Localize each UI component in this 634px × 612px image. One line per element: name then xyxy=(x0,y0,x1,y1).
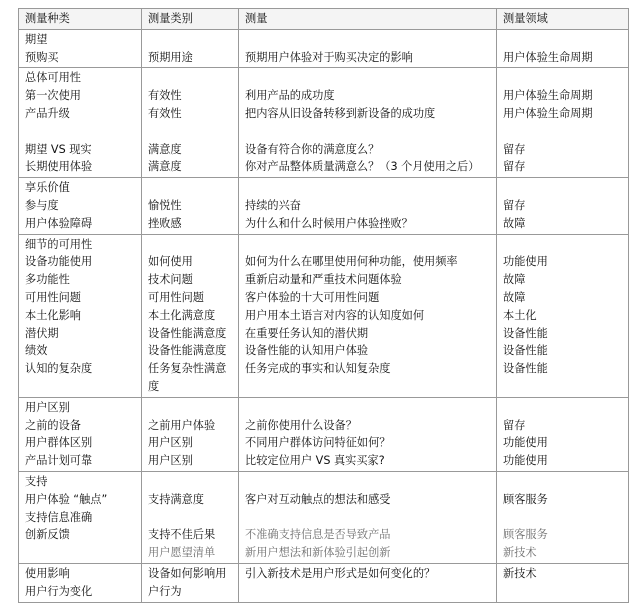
table-group-row xyxy=(19,234,629,397)
cell-line xyxy=(25,544,137,562)
cell-line: 参与度 xyxy=(25,198,59,212)
cell-line: 如何使用 xyxy=(148,255,193,269)
cell-measure xyxy=(239,178,497,234)
cell-line: 新技术 xyxy=(503,546,537,560)
cell-line: 预期用户体验对于购买决定的影响 xyxy=(245,50,413,64)
cell-line: 把内容从旧设备转移到新设备的成功度 xyxy=(245,106,436,120)
cell-type xyxy=(142,178,239,234)
cell-line xyxy=(148,509,234,527)
cell-category xyxy=(19,234,142,397)
cell-line xyxy=(245,509,492,527)
cell-line: 技术问题 xyxy=(148,273,193,287)
cell-line: 如何为什么在哪里使用何种功能，使用频率 xyxy=(245,255,458,269)
cell-line: 客户对互动触点的想法和感受 xyxy=(245,492,391,506)
cell-line: 之前用户体验 xyxy=(148,418,216,432)
cell-line: 创新反馈 xyxy=(25,528,70,542)
cell-line: 新用户想法和新体验引起创新 xyxy=(245,546,391,560)
table-group-row xyxy=(19,397,629,471)
cell-line xyxy=(245,69,492,87)
cell-line: 设备如何影响用户行为 xyxy=(148,566,227,598)
cell-category xyxy=(19,397,142,471)
cell-line xyxy=(148,236,234,254)
cell-line: 在重要任务认知的潜伏期 xyxy=(245,326,369,340)
cell-line: 预期用途 xyxy=(148,50,193,64)
cell-line: 设备性能的认知用户体验 xyxy=(245,344,369,358)
cell-line xyxy=(25,123,137,141)
cell-line xyxy=(245,179,492,197)
cell-measure xyxy=(239,563,497,602)
cell-line: 故障 xyxy=(503,290,526,304)
cell-line xyxy=(245,236,492,254)
column-header-domain: 测量领域 xyxy=(497,9,629,30)
cell-line: 支持 xyxy=(25,474,48,488)
cell-line: 不同用户群体访问特征如何？ xyxy=(245,436,391,450)
cell-type xyxy=(142,471,239,563)
cell-line: 潜伏期 xyxy=(25,326,59,340)
cell-line: 预购买 xyxy=(25,50,59,64)
cell-measure xyxy=(239,234,497,397)
cell-line: 期望 xyxy=(25,32,48,46)
table-group-row xyxy=(19,563,629,602)
cell-line xyxy=(148,69,234,87)
cell-line xyxy=(503,31,624,49)
cell-line: 享乐价值 xyxy=(25,181,70,195)
cell-type xyxy=(142,563,239,602)
cell-line: 你对产品整体质量满意么？（3 个月使用之后） xyxy=(245,160,480,174)
cell-line: 新技术 xyxy=(503,566,537,580)
cell-line: 用户体验 “触点” xyxy=(25,492,108,506)
cell-category xyxy=(19,471,142,563)
cell-line: 用户体验生命周期 xyxy=(503,50,593,64)
cell-line: 用户愿望清单 xyxy=(148,546,216,560)
cell-measure xyxy=(239,68,497,178)
cell-line: 留存 xyxy=(503,418,526,432)
cell-line: 设备功能使用 xyxy=(25,255,93,269)
cell-line: 支持不佳后果 xyxy=(148,528,216,542)
cell-line: 之前的设备 xyxy=(25,418,81,432)
cell-line: 用户体验生命周期 xyxy=(503,106,593,120)
cell-type xyxy=(142,234,239,397)
cell-line xyxy=(245,473,492,491)
cell-line: 设备性能 xyxy=(503,362,548,376)
cell-domain xyxy=(497,234,629,397)
cell-domain xyxy=(497,178,629,234)
cell-line xyxy=(503,179,624,197)
cell-line: 任务复杂性满意度 xyxy=(148,362,227,393)
cell-line: 总体可用性 xyxy=(25,71,81,85)
cell-line: 用户体验障碍 xyxy=(25,216,93,230)
cell-category xyxy=(19,563,142,602)
cell-line: 设备性能满意度 xyxy=(148,326,227,340)
cell-line: 愉悦性 xyxy=(148,198,182,212)
cell-line: 利用产品的成功度 xyxy=(245,89,335,103)
cell-line xyxy=(148,473,234,491)
cell-line xyxy=(148,123,234,141)
cell-line: 比较定位用户 VS 真实买家? xyxy=(245,454,385,468)
cell-measure xyxy=(239,397,497,471)
cell-line: 不准确支持信息是否导致产品 xyxy=(245,528,391,542)
cell-line xyxy=(148,179,234,197)
cell-line xyxy=(503,236,624,254)
measurement-table xyxy=(18,8,629,603)
cell-line: 用户群体区别 xyxy=(25,436,93,450)
cell-line: 用户用本土语言对内容的认知度如何 xyxy=(245,308,425,322)
cell-measure xyxy=(239,471,497,563)
cell-line: 重新启动量和严重技术问题体验 xyxy=(245,273,402,287)
cell-type xyxy=(142,68,239,178)
cell-line: 任务完成的事实和认知复杂度 xyxy=(245,362,391,376)
cell-line xyxy=(503,509,624,527)
cell-line: 产品升级 xyxy=(25,106,70,120)
cell-line: 有效性 xyxy=(148,106,182,120)
cell-line: 留存 xyxy=(503,160,526,174)
cell-type xyxy=(142,397,239,471)
cell-line: 持续的兴奋 xyxy=(245,198,301,212)
cell-line: 功能使用 xyxy=(503,255,548,269)
cell-line: 满意度 xyxy=(148,142,182,156)
cell-type xyxy=(142,29,239,68)
cell-line xyxy=(148,399,234,417)
cell-line xyxy=(503,473,624,491)
cell-line xyxy=(503,399,624,417)
cell-line: 本土化 xyxy=(503,308,537,322)
cell-line xyxy=(245,123,492,141)
table-group-row xyxy=(19,178,629,234)
column-header-category: 测量种类 xyxy=(19,9,142,30)
cell-domain xyxy=(497,471,629,563)
cell-line xyxy=(503,69,624,87)
cell-line: 绩效 xyxy=(25,344,48,358)
cell-line: 功能使用 xyxy=(503,436,548,450)
cell-line: 多功能性 xyxy=(25,273,70,287)
cell-line: 认知的复杂度 xyxy=(25,362,93,376)
cell-line xyxy=(245,31,492,49)
cell-line: 设备有符合你的满意度么？ xyxy=(245,142,380,156)
cell-line: 设备性能 xyxy=(503,344,548,358)
cell-line xyxy=(148,31,234,49)
cell-line: 留存 xyxy=(503,142,526,156)
cell-line: 可用性问题 xyxy=(25,290,81,304)
column-header-measure: 测量 xyxy=(239,9,497,30)
cell-line: 产品计划可靠 xyxy=(25,454,93,468)
cell-line: 故障 xyxy=(503,216,526,230)
cell-line: 第一次使用 xyxy=(25,89,81,103)
cell-line: 长期使用体验 xyxy=(25,160,93,174)
cell-line: 使用影响 用户行为变化 xyxy=(25,566,93,598)
table-group-row xyxy=(19,68,629,178)
table-header-row xyxy=(19,9,629,30)
cell-line: 用户区别 xyxy=(25,400,70,414)
cell-line: 细节的可用性 xyxy=(25,237,93,251)
cell-line: 设备性能 xyxy=(503,326,548,340)
cell-line: 用户区别 xyxy=(148,436,193,450)
cell-line xyxy=(245,399,492,417)
cell-line: 支持满意度 xyxy=(148,492,204,506)
cell-line: 满意度 xyxy=(148,160,182,174)
cell-domain xyxy=(497,29,629,68)
cell-line: 可用性问题 xyxy=(148,290,204,304)
column-header-type: 测量类别 xyxy=(142,9,239,30)
cell-line xyxy=(503,123,624,141)
cell-line: 用户体验生命周期 xyxy=(503,89,593,103)
cell-line: 顾客服务 xyxy=(503,492,548,506)
cell-line: 本土化满意度 xyxy=(148,308,216,322)
table-group-row xyxy=(19,471,629,563)
cell-line: 用户区别 xyxy=(148,454,193,468)
cell-category xyxy=(19,178,142,234)
cell-category xyxy=(19,29,142,68)
cell-category xyxy=(19,68,142,178)
table-group-row xyxy=(19,29,629,68)
cell-measure xyxy=(239,29,497,68)
cell-line: 顾客服务 xyxy=(503,528,548,542)
cell-line: 故障 xyxy=(503,273,526,287)
cell-line: 引入新技术是用户形式是如何变化的？ xyxy=(245,566,436,580)
cell-line: 设备性能满意度 xyxy=(148,344,227,358)
cell-line: 有效性 xyxy=(148,89,182,103)
cell-line: 本土化影响 xyxy=(25,308,81,322)
cell-line: 挫败感 xyxy=(148,216,182,230)
cell-domain xyxy=(497,563,629,602)
cell-domain xyxy=(497,68,629,178)
cell-line: 功能使用 xyxy=(503,454,548,468)
cell-line: 留存 xyxy=(503,198,526,212)
cell-domain xyxy=(497,397,629,471)
cell-line: 为什么和什么时候用户体验挫败？ xyxy=(245,216,413,230)
cell-line: 客户体验的十大可用性问题 xyxy=(245,290,380,304)
cell-line: 之前你使用什么设备？ xyxy=(245,418,357,432)
cell-line: 支持信息准确 xyxy=(25,510,93,524)
cell-line: 期望 VS 现实 xyxy=(25,142,92,156)
